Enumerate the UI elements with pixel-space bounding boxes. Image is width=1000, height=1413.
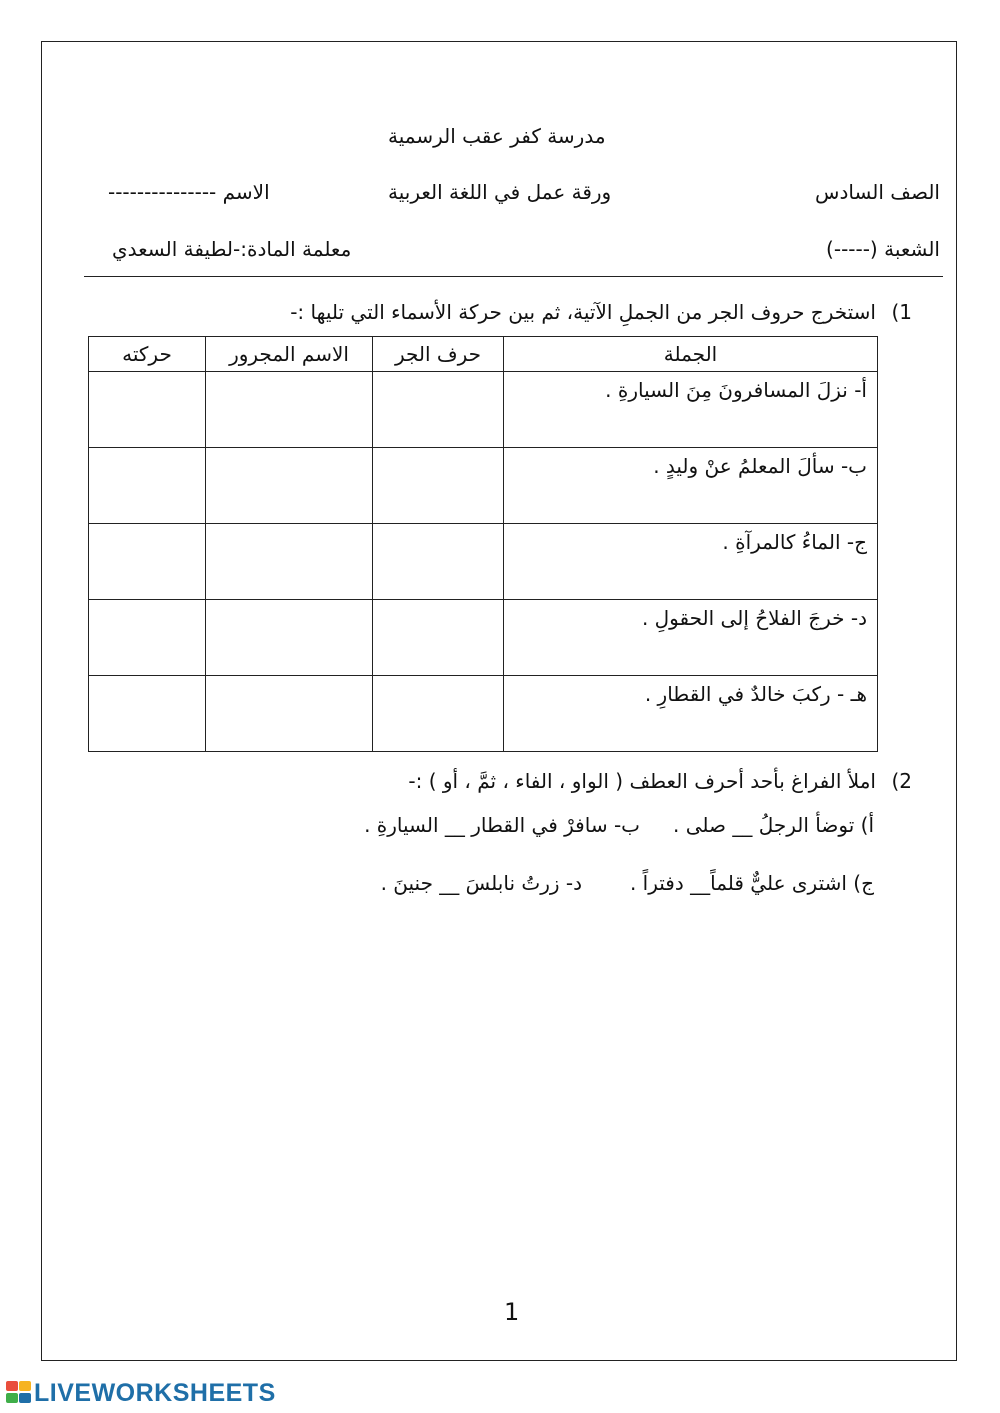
noun-answer-cell[interactable] bbox=[206, 676, 373, 752]
worksheet-title: ورقة عمل في اللغة العربية bbox=[388, 180, 612, 204]
table-row bbox=[89, 372, 878, 448]
question-1-number: 1) bbox=[891, 300, 912, 324]
table-row bbox=[89, 676, 878, 752]
column-header-vowel-mark: حركته bbox=[89, 337, 206, 372]
vowel-answer-cell[interactable] bbox=[89, 676, 206, 752]
liveworksheets-logo-icon bbox=[6, 1381, 32, 1405]
table-row bbox=[89, 524, 878, 600]
vowel-answer-cell[interactable] bbox=[89, 600, 206, 676]
section-label: الشعبة (-----) bbox=[826, 237, 940, 261]
question-2-number: 2) bbox=[891, 769, 912, 793]
vowel-answer-cell[interactable] bbox=[89, 524, 206, 600]
liveworksheets-logo[interactable] bbox=[6, 1380, 276, 1406]
noun-answer-cell[interactable] bbox=[206, 600, 373, 676]
preposition-answer-cell[interactable] bbox=[373, 600, 504, 676]
sentence-cell: هـ - ركبَ خالدٌ في القطارِ . bbox=[504, 676, 878, 752]
fill-blank-a[interactable]: أ) توضأ الرجلُ __ صلى . bbox=[673, 813, 874, 837]
preposition-answer-cell[interactable] bbox=[373, 372, 504, 448]
sentence-cell: د- خرجَ الفلاحُ إلى الحقولِ . bbox=[504, 600, 878, 676]
grade-label: الصف السادس bbox=[815, 180, 940, 204]
column-header-genitive-noun: الاسم المجرور bbox=[206, 337, 373, 372]
fill-blank-b[interactable]: ب- سافرْ في القطار __ السيارةِ . bbox=[364, 813, 640, 837]
school-name: مدرسة كفر عقب الرسمية bbox=[388, 124, 606, 148]
vowel-answer-cell[interactable] bbox=[89, 372, 206, 448]
student-name-field: الاسم --------------- bbox=[108, 180, 270, 204]
table-row bbox=[89, 448, 878, 524]
noun-answer-cell[interactable] bbox=[206, 448, 373, 524]
fill-blank-c[interactable]: ج) اشترى عليٌّ قلماً__ دفتراً . bbox=[629, 871, 874, 895]
noun-answer-cell[interactable] bbox=[206, 372, 373, 448]
column-header-preposition: حرف الجر bbox=[373, 337, 504, 372]
fill-blank-d[interactable]: د- زرتُ نابلسَ __ جنينَ . bbox=[380, 871, 582, 895]
header-divider bbox=[84, 276, 943, 277]
question-2-prompt: املأ الفراغ بأحد أحرف العطف ( الواو ، الفاء ، ثمَّ ، أو ) :- bbox=[408, 769, 876, 793]
table-row bbox=[89, 600, 878, 676]
vowel-answer-cell[interactable] bbox=[89, 448, 206, 524]
preposition-answer-cell[interactable] bbox=[373, 448, 504, 524]
table-header-row bbox=[89, 337, 878, 372]
teacher-name: معلمة المادة:-لطيفة السعدي bbox=[112, 237, 352, 261]
preposition-answer-cell[interactable] bbox=[373, 524, 504, 600]
preposition-answer-cell[interactable] bbox=[373, 676, 504, 752]
page-number: 1 bbox=[504, 1298, 520, 1326]
sentence-cell: ب- سألَ المعلمُ عنْ وليدٍ . bbox=[504, 448, 878, 524]
liveworksheets-brand-text: LIVEWORKSHEETS bbox=[34, 1378, 276, 1407]
sentence-cell: أ- نزلَ المسافرونَ مِنَ السيارةِ . bbox=[504, 372, 878, 448]
answer-table bbox=[88, 336, 878, 752]
column-header-sentence: الجملة bbox=[504, 337, 878, 372]
sentence-cell: ج- الماءُ كالمرآةِ . bbox=[504, 524, 878, 600]
question-1-prompt: استخرج حروف الجر من الجملِ الآتية، ثم بين حركة الأسماء التي تليها :- bbox=[290, 300, 876, 324]
noun-answer-cell[interactable] bbox=[206, 524, 373, 600]
